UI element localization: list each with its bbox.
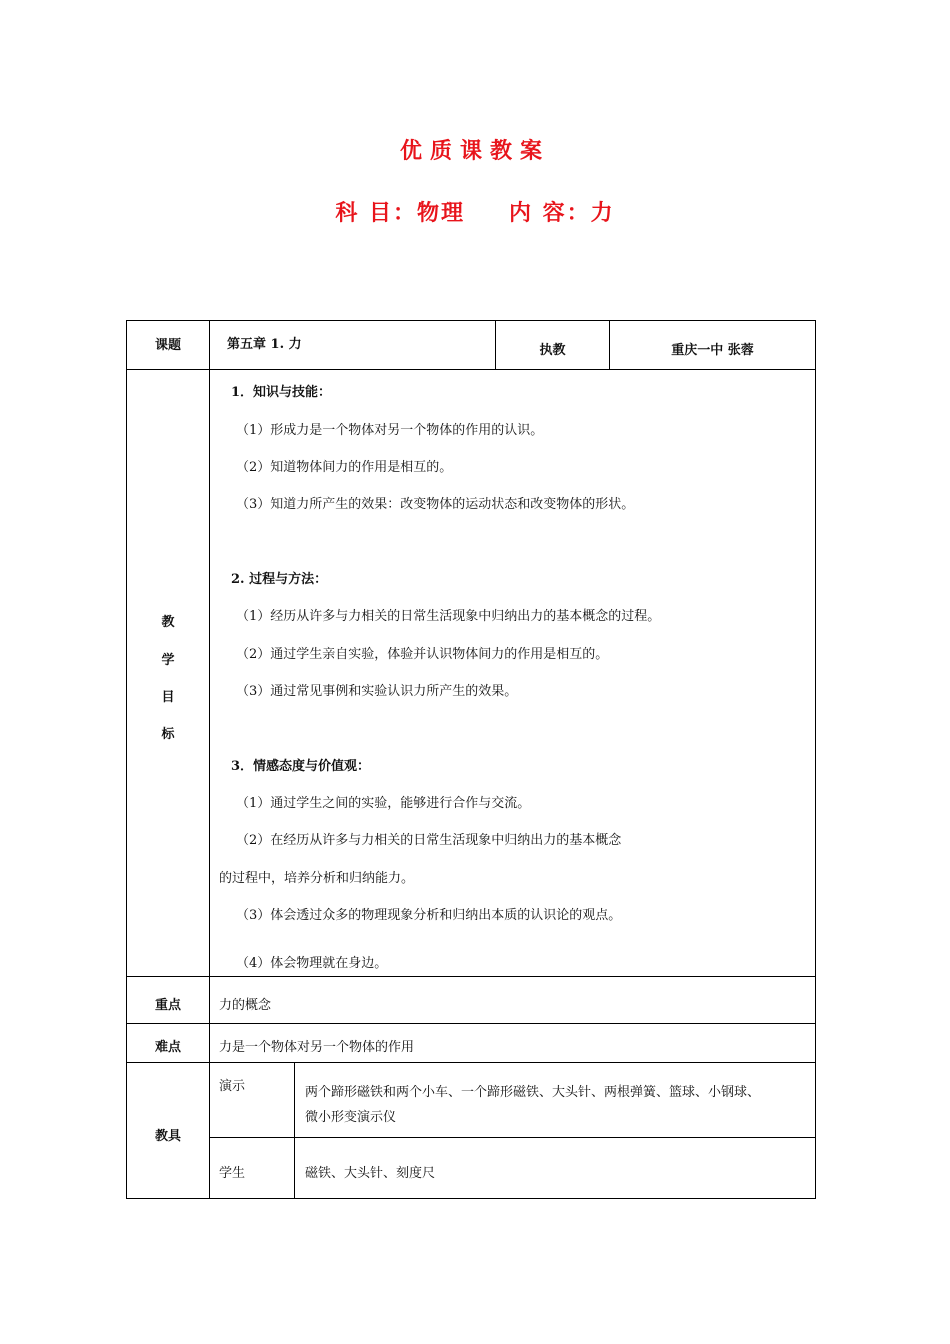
key-point-text: 力的概念 bbox=[219, 998, 272, 1013]
demo-items: 两个蹄形磁铁和两个小车、一个蹄形磁铁、大头针、两根弹簧、篮球、小钢球、 bbox=[305, 1085, 761, 1100]
objectives-label-char: 学 bbox=[161, 653, 175, 668]
student-items: 磁铁、大头针、刻度尺 bbox=[305, 1166, 436, 1181]
section-heading: 3．情感态度与价值观： bbox=[231, 759, 371, 774]
objective-item: （3）知道力所产生的效果：改变物体的运动状态和改变物体的形状。 bbox=[236, 497, 635, 512]
objective-item: （1）经历从许多与力相关的日常生活现象中归纳出力的基本概念的过程。 bbox=[236, 609, 661, 624]
objective-item: （3）通过常见事例和实验认识力所产生的效果。 bbox=[236, 684, 518, 699]
objectives-label-char: 教 bbox=[161, 615, 175, 630]
objectives-label-char: 目 bbox=[161, 690, 175, 705]
objective-item: （3）体会透过众多的物理现象分析和归纳出本质的认识论的观点。 bbox=[236, 908, 622, 923]
subject-line bbox=[0, 196, 950, 227]
teacher-name: 重庆一中 张蓉 bbox=[671, 343, 754, 358]
document-title: 优质课教案 bbox=[399, 138, 550, 164]
objective-item: （2）通过学生亲自实验，体验并认识物体间力的作用是相互的。 bbox=[236, 647, 609, 662]
lesson-title: 第五章 1. 力 bbox=[227, 337, 302, 352]
section-heading: 1．知识与技能： bbox=[231, 385, 332, 400]
objectives-label-char: 标 bbox=[161, 727, 175, 742]
objective-item: （2）在经历从许多与力相关的日常生活现象中归纳出力的基本概念 bbox=[236, 833, 622, 848]
objective-item: （1）形成力是一个物体对另一个物体的作用的认识。 bbox=[236, 423, 544, 438]
difficulty-label: 难点 bbox=[154, 1040, 181, 1055]
teacher-label: 执教 bbox=[539, 343, 566, 358]
key-point-label: 重点 bbox=[154, 998, 181, 1013]
equipment-label: 教具 bbox=[154, 1129, 181, 1144]
student-label: 学生 bbox=[219, 1166, 246, 1181]
section-heading: 2. 过程与方法： bbox=[231, 572, 328, 587]
topic-label: 课题 bbox=[154, 338, 181, 353]
content-label: 内 容：力 bbox=[509, 200, 615, 226]
objective-item: （1）通过学生之间的实验，能够进行合作与交流。 bbox=[236, 796, 531, 811]
demo-label: 演示 bbox=[219, 1079, 246, 1094]
objective-item-continued: 的过程中，培养分析和归纳能力。 bbox=[219, 871, 415, 886]
objective-item: （4）体会物理就在身边。 bbox=[236, 956, 388, 971]
subject-label: 科 目：物理 bbox=[335, 200, 465, 226]
objective-item: （2）知道物体间力的作用是相互的。 bbox=[236, 460, 453, 475]
demo-items-continued: 微小形变演示仪 bbox=[305, 1110, 397, 1125]
difficulty-text: 力是一个物体对另一个物体的作用 bbox=[219, 1040, 415, 1055]
